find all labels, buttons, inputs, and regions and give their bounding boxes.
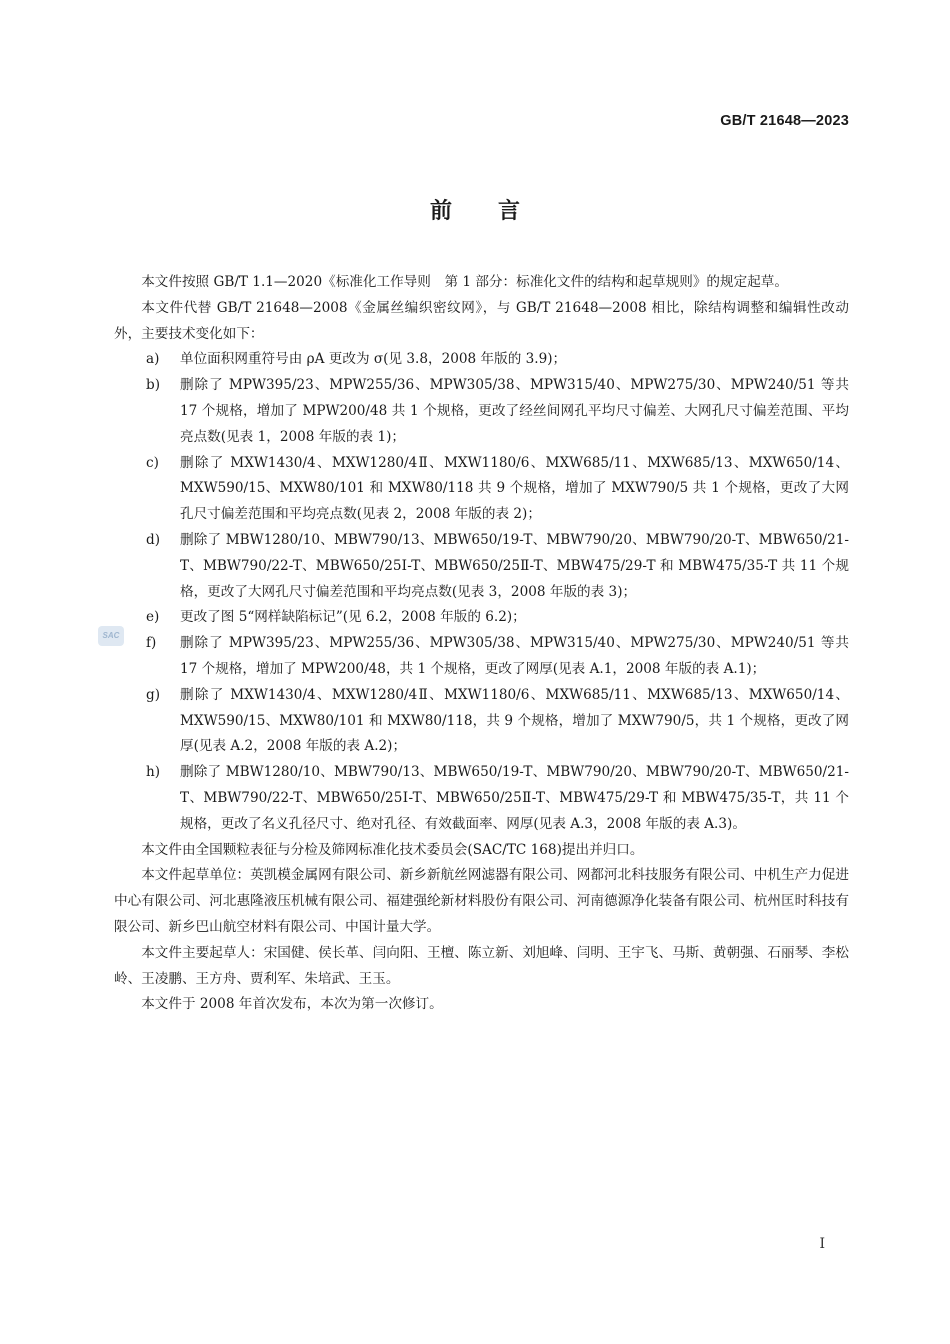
list-item <box>114 373 849 450</box>
list-item-mark: e) <box>146 609 160 626</box>
list-item-mark: c) <box>146 454 159 471</box>
list-item-text: 更改了图 5“网样缺陷标记”(见 6.2，2008 年版的 6.2)； <box>180 609 526 626</box>
list-item-text: 删除了 MPW395/23、MPW255/36、MPW305/38、MPW315/40、MPW275/30、MPW240/51 等共 17 个规格，增加了 MPW200/48，共 1 个规格，更改了网厚(见表 A.1，2008 年版的表 A.1)； <box>180 635 849 677</box>
paragraph-drafting-rules: 本文件按照 GB/T 1.1—2020《标准化工作导则 第 1 部分：标准化文件的结构和起草规则》的规定起草。 <box>141 274 788 290</box>
paragraph-proposed-by: 本文件由全国颗粒表征与分检及筛网标准化技术委员会(SAC/TC 168)提出并归口。 <box>141 841 644 858</box>
list-item-mark: h) <box>146 764 161 781</box>
list-item <box>114 347 849 373</box>
list-item-mark: b) <box>146 377 161 394</box>
list-item-text: 单位面积网重符号由 ρA 更改为 σ(见 3.8，2008 年版的 3.9)； <box>180 351 567 368</box>
list-item <box>114 528 849 605</box>
list-item-mark: d) <box>146 531 161 548</box>
page-number: I <box>819 1236 825 1252</box>
list-item-mark: g) <box>146 686 161 703</box>
foreword-body <box>114 270 849 1018</box>
list-item <box>114 631 849 683</box>
list-item <box>114 605 849 631</box>
paragraph-publication-history: 本文件于 2008 年首次发布，本次为第一次修订。 <box>141 996 443 1013</box>
list-item-text: 删除了 MPW395/23、MPW255/36、MPW305/38、MPW315/40、MPW275/30、MPW240/51 等共 17 个规格，增加了 MPW200/48 共 1 个规格，更改了经丝间网孔平均尺寸偏差、大网孔尺寸偏差范围、平均亮点数(见表 1，2008 年版的表 1)； <box>180 377 849 445</box>
sac-watermark-logo: SAC <box>98 626 124 646</box>
list-item-text: 删除了 MBW1280/10、MBW790/13、MBW650/19-T、MBW790/20、MBW790/20-T、MBW650/21-T、MBW790/22-T、MBW650/25Ⅰ-T、MBW650/25Ⅱ-T、MBW475/29-T 和 MBW475/35-T 共 11 个规格，更改了大网孔尺寸偏差范围和平均亮点数(见表 3，2008 年版的表 3)； <box>180 531 849 600</box>
standard-code: GB/T 21648—2023 <box>720 113 849 129</box>
list-item-mark: a) <box>146 351 160 368</box>
list-item-text: 删除了 MBW1280/10、MBW790/13、MBW650/19-T、MBW790/20、MBW790/20-T、MBW650/21-T、MBW790/22-T、MBW650/25Ⅰ-T、MBW650/25Ⅱ-T、MBW475/29-T 和 MBW475/35-T，共 11 个规格，更改了名义孔径尺寸、绝对孔径、有效截面率、网厚(见表 A.3，2008 年版的表 A.3)。 <box>180 764 849 832</box>
list-item-text: 删除了 MXW1430/4、MXW1280/4Ⅱ、MXW1180/6、MXW685/11、MXW685/13、MXW650/14、MXW590/15、MXW80/101 和 MXW80/118，共 9 个规格，增加了 MXW790/5，共 1 个规格，更改了网厚(见表 A.2，2008 年版的表 A.2)； <box>180 686 849 755</box>
list-item <box>114 683 849 760</box>
list-item <box>114 451 849 528</box>
paragraph-drafting-units: 本文件起草单位：英凯模金属网有限公司、新乡新航丝网滤器有限公司、网都河北科技服务有限公司、中机生产力促进中心有限公司、河北惠隆液压机械有限公司、福建强纶新材料股份有限公司、河南德源净化装备有限公司、杭州匡时科技有限公司、新乡巴山航空材料有限公司、中国计量大学。 <box>114 867 849 935</box>
list-item-text: 删除了 MXW1430/4、MXW1280/4Ⅱ、MXW1180/6、MXW685/11、MXW685/13、MXW650/14、MXW590/15、MXW80/101 和 MXW80/118 共 9 个规格，增加了 MXW790/5 共 1 个规格，更改了大网孔尺寸偏差范围和平均亮点数(见表 2，2008 年版的表 2)； <box>180 454 849 523</box>
paragraph-drafters: 本文件主要起草人：宋国健、侯长革、闫向阳、王檀、陈立新、刘旭峰、闫明、王宇飞、马斯、黄朝强、石丽琴、李松岭、王凌鹏、王方舟、贾利军、朱培武、王玉。 <box>114 944 849 987</box>
changes-list <box>114 347 849 837</box>
paragraph-replaces: 本文件代替 GB/T 21648—2008《金属丝编织密纹网》，与 GB/T 21648—2008 相比，除结构调整和编辑性改动外，主要技术变化如下： <box>114 299 849 342</box>
page-title: 前言 <box>429 199 566 224</box>
list-item <box>114 760 849 837</box>
list-item-mark: f) <box>146 635 157 652</box>
